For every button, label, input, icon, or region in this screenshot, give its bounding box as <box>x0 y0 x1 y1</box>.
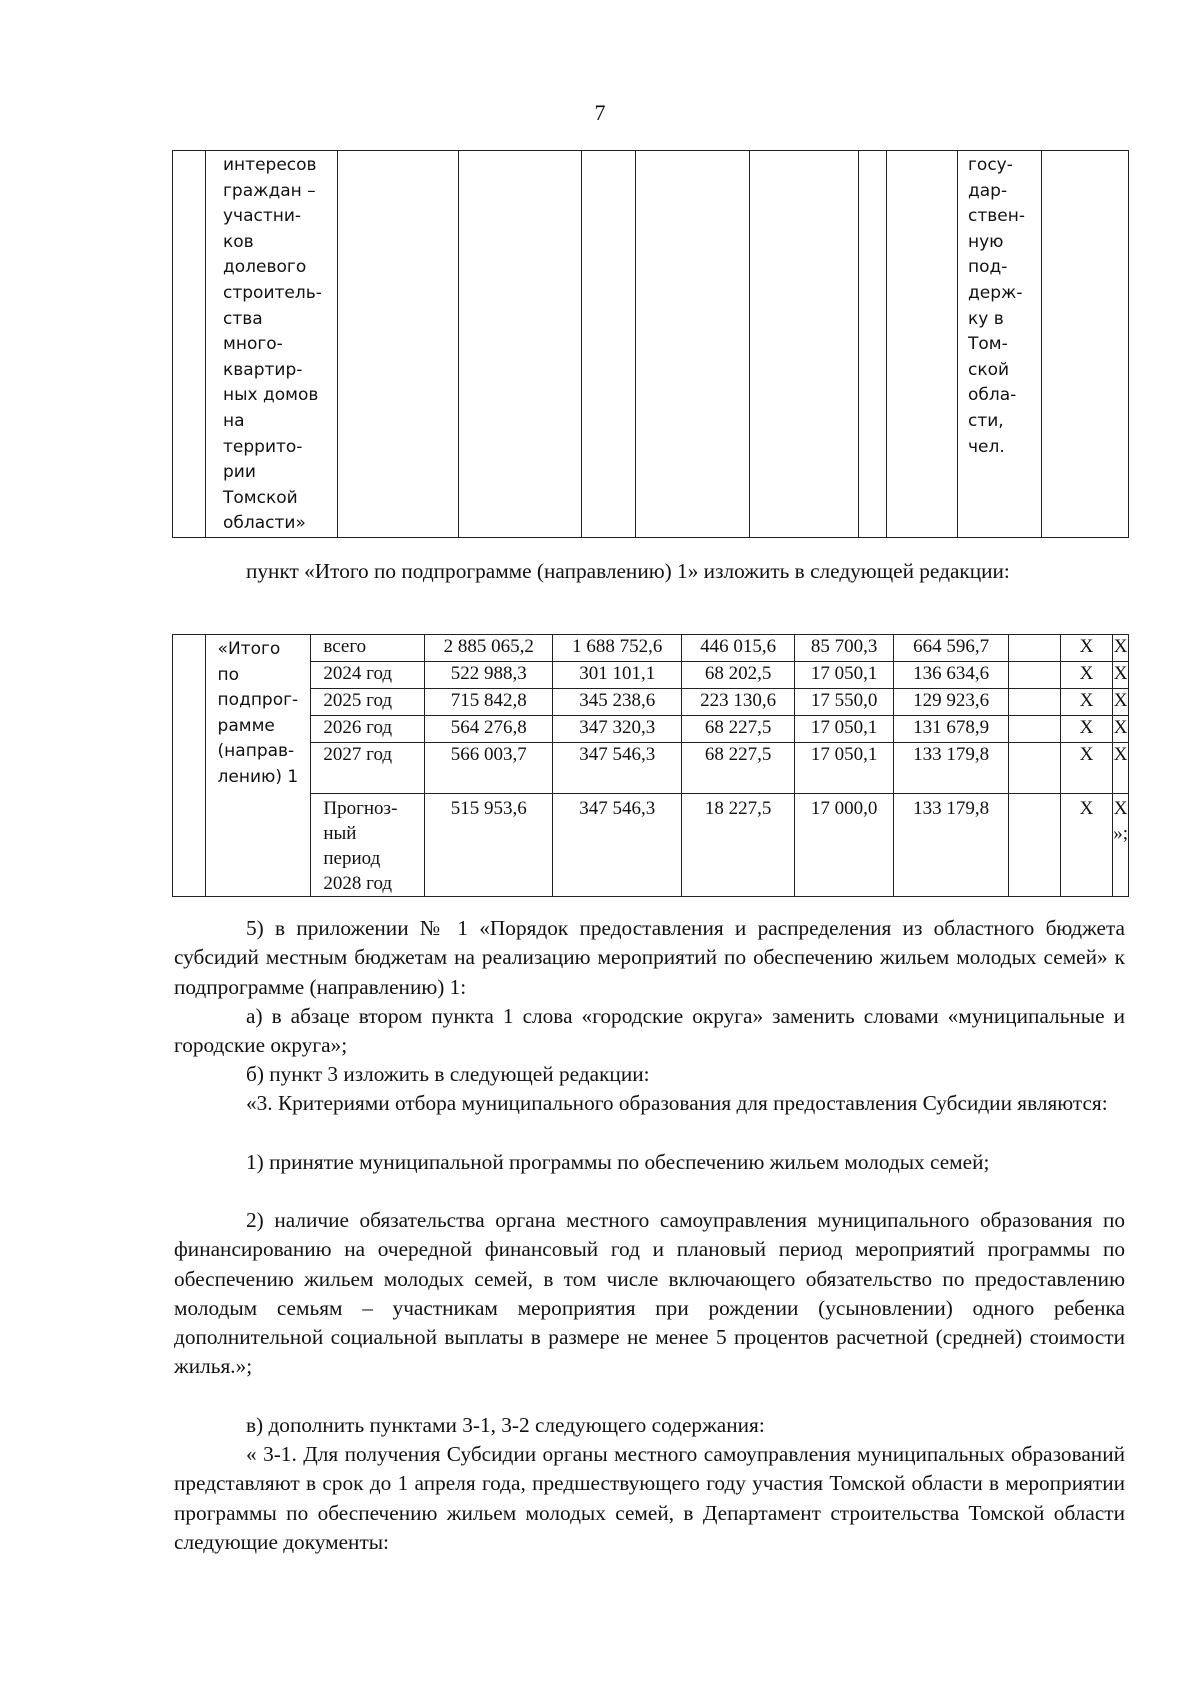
value-local: 17 000,0 <box>795 794 894 897</box>
mark-cell: X <box>1113 716 1129 743</box>
paragraph-5: 5) в приложении № 1 «Порядок предоставления и распределения из областного бюджета субсидий местным бюджетам на реализацию мероприятий по обеспечению жильем молодых семей» к подпрограмме (направлению) 1: <box>174 916 1125 999</box>
text-line: ку в <box>968 308 1004 329</box>
text-line: ную <box>968 231 1004 252</box>
mark-cell: X <box>1113 689 1129 716</box>
value-other: 133 179,8 <box>893 743 1008 794</box>
value-local: 17 050,1 <box>795 743 894 794</box>
text-line: ствен- <box>968 206 1025 227</box>
paragraph-criterion-2: 2) наличие обязательства органа местного самоуправления муниципального образования по финансированию на очередной финансовый год и плановый период мероприятий программы по обеспечению жильем молодых семей, в том числе включающего обязательство по предоставлению молодым семьям – участникам мероприятия при рождении (усыновлении) одного ребенка дополнительной социальной выплаты в размере не менее 5 процентов расчетной (средней) стоимости жилья.»; <box>174 1208 1125 1379</box>
paragraph-5b: б) пункт 3 изложить в следующей редакции: <box>246 1062 650 1086</box>
paragraph-criteria: «3. Критериями отбора муниципального образования для предоставления Субсидии являются: <box>246 1091 1108 1115</box>
value-other: 664 596,7 <box>893 635 1008 662</box>
text-line: террито- <box>223 436 303 457</box>
paragraph-criterion-1: 1) принятие муниципальной программы по обеспечению жильем молодых семей; <box>246 1150 990 1174</box>
table-row <box>173 689 1129 716</box>
value-federal: 301 101,1 <box>553 662 681 689</box>
value-local: 17 050,1 <box>795 716 894 743</box>
text-line: на <box>223 410 245 431</box>
period-cell: 2027 год <box>311 743 425 794</box>
text-line: участни- <box>223 206 302 227</box>
value-federal: 347 320,3 <box>553 716 681 743</box>
period-cell: 2025 год <box>311 689 425 716</box>
value-total: 566 003,7 <box>424 743 552 794</box>
continuation-table <box>172 150 1129 538</box>
period-cell: 2026 год <box>311 716 425 743</box>
text-line: под- <box>968 257 1008 278</box>
value-local: 17 050,1 <box>795 662 894 689</box>
value-regional: 18 227,5 <box>681 794 794 897</box>
intro-paragraph: пункт «Итого по подпрограмме (направлению) 1» изложить в следующей редакции: <box>246 559 1010 583</box>
value-other: 129 923,6 <box>893 689 1008 716</box>
text-line: квартир- <box>223 359 303 380</box>
indicator-name-lines <box>223 153 337 537</box>
text-line: долевого <box>223 257 307 278</box>
period-cell: всего <box>311 635 425 662</box>
forecast-period-lines <box>323 796 424 896</box>
table-row <box>173 743 1129 794</box>
unit-lines <box>968 153 1041 460</box>
value-federal: 1 688 752,6 <box>553 635 681 662</box>
text-line: строитель- <box>223 282 322 303</box>
text-line: ства <box>223 308 263 329</box>
value-total: 564 276,8 <box>424 716 552 743</box>
text-line: по <box>217 664 240 685</box>
value-federal: 347 546,3 <box>553 743 681 794</box>
mark-cell: X <box>1113 743 1129 794</box>
value-total: 515 953,6 <box>424 794 552 897</box>
mark-cell: X <box>1060 743 1113 794</box>
mark-cell: X <box>1060 635 1113 662</box>
period-cell: 2024 год <box>311 662 425 689</box>
value-regional: 68 227,5 <box>681 716 794 743</box>
total-label-lines <box>218 637 311 791</box>
text-line: ный <box>323 823 357 844</box>
table-row <box>173 662 1129 689</box>
text-line: ской <box>968 359 1010 380</box>
closing-mark-lines <box>1113 796 1128 846</box>
text-line: рамме <box>217 715 275 736</box>
text-line: области» <box>223 513 306 534</box>
total-label-cell <box>205 635 311 897</box>
value-total: 2 885 065,2 <box>424 635 552 662</box>
text-line: обла- <box>968 385 1017 406</box>
table-row <box>173 794 1129 897</box>
table-row <box>173 716 1129 743</box>
value-total: 715 842,8 <box>424 689 552 716</box>
value-local: 85 700,3 <box>795 635 894 662</box>
mark-cell: X <box>1113 662 1129 689</box>
value-other: 131 678,9 <box>893 716 1008 743</box>
text-line: госу- <box>968 155 1013 175</box>
text-line: »; <box>1113 823 1128 844</box>
text-line: «Итого <box>217 639 281 659</box>
paragraph-5a: а) в абзаце втором пункта 1 слова «городские округа» заменить словами «муниципальные и городские округа»; <box>174 1004 1125 1058</box>
mark-cell: X <box>1060 689 1113 716</box>
text-line: много- <box>223 334 283 355</box>
value-regional: 446 015,6 <box>681 635 794 662</box>
value-local: 17 550,0 <box>795 689 894 716</box>
text-line: интересов <box>223 155 317 175</box>
text-line: подпрог- <box>217 690 299 711</box>
text-line: (направ- <box>217 741 295 762</box>
text-line: X <box>1113 798 1128 819</box>
value-federal: 347 546,3 <box>553 794 681 897</box>
mark-cell: X <box>1060 794 1113 897</box>
mark-cell-closing <box>1113 794 1129 897</box>
value-federal: 345 238,6 <box>553 689 681 716</box>
mark-cell: X <box>1060 716 1113 743</box>
forecast-period-cell <box>311 794 425 897</box>
text-line: 2028 год <box>323 873 393 894</box>
page-number: 7 <box>594 100 606 125</box>
value-regional: 68 227,5 <box>681 743 794 794</box>
value-other: 133 179,8 <box>893 794 1008 897</box>
text-line: период <box>323 848 381 869</box>
text-line: сти, <box>968 410 1004 431</box>
table-row <box>173 635 1129 662</box>
value-regional: 68 202,5 <box>681 662 794 689</box>
text-line: ных домов <box>223 385 319 406</box>
mark-cell: X <box>1113 635 1129 662</box>
mark-cell: X <box>1060 662 1113 689</box>
text-line: Томской <box>223 487 298 508</box>
text-line: ков <box>223 231 254 252</box>
paragraph-5v: в) дополнить пунктами 3-1, 3-2 следующего содержания: <box>246 1413 765 1437</box>
text-line: рии <box>223 462 256 483</box>
value-other: 136 634,6 <box>893 662 1008 689</box>
text-line: чел. <box>968 436 1005 457</box>
totals-table <box>172 634 1129 897</box>
text-line: граждан – <box>223 180 316 201</box>
text-line: дар- <box>968 180 1008 201</box>
text-line: Прогноз- <box>323 798 398 819</box>
indicator-name-cell <box>206 151 338 538</box>
text-line: держ- <box>968 282 1023 303</box>
paragraph-3-1: « 3-1. Для получения Субсидии органы местного самоуправления муниципальных образований представляют в срок до 1 апреля года, предшествующего году участия Томской области в мероприятии программы по обеспечению жильем молодых семей, в Департамент строительства Томской области следующие документы: <box>174 1442 1125 1554</box>
unit-cell <box>958 151 1042 538</box>
text-line: Том- <box>968 334 1008 355</box>
value-total: 522 988,3 <box>424 662 552 689</box>
value-regional: 223 130,6 <box>681 689 794 716</box>
text-line: лению) 1 <box>217 766 299 787</box>
